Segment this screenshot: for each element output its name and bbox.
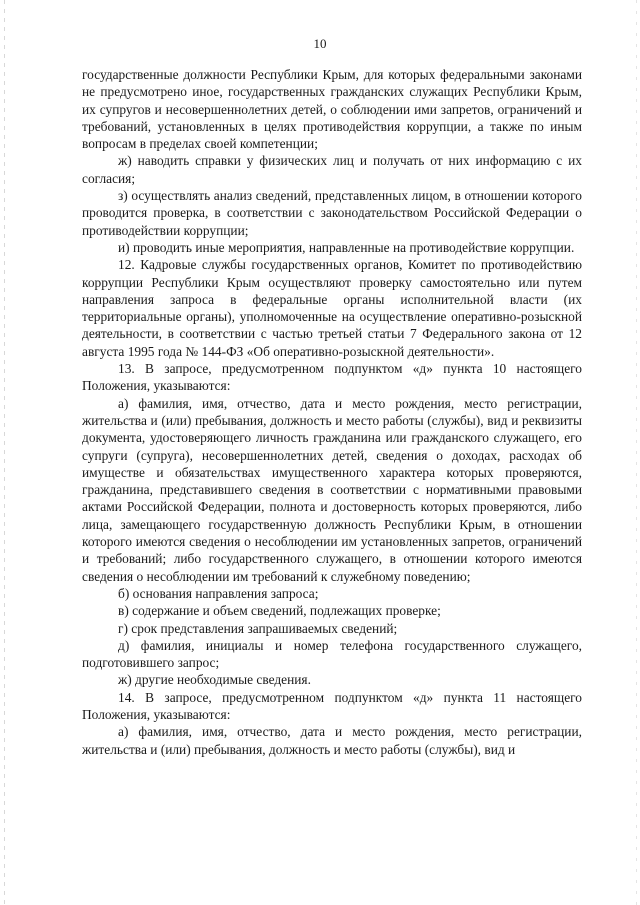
- paragraph: а) фамилия, имя, отчество, дата и место рождения, место регистрации, жительства и (или) пребывания, должность и место работы (службы), вид и: [82, 724, 582, 757]
- paragraph: 13. В запросе, предусмотренном подпунктом «д» пункта 10 настоящего Положения, указываются:: [82, 361, 582, 394]
- paragraph: з) осуществлять анализ сведений, представленных лицом, в отношении которого проводится проверка, в соответствии с законодательством Российской Федерации о противодействии коррупции;: [82, 188, 582, 238]
- scan-edge-right: [636, 0, 637, 905]
- paragraph: 14. В запросе, предусмотренном подпунктом «д» пункта 11 настоящего Положения, указываются:: [82, 689, 582, 722]
- document-body: [82, 66, 582, 758]
- paragraph: в) содержание и объем сведений, подлежащих проверке;: [118, 603, 441, 619]
- paragraph: а) фамилия, имя, отчество, дата и место рождения, место регистрации, жительства и (или) пребывания, должность и место работы (службы), вид и реквизиты документа, удостоверяющего личность гражданина или гражданского служащего, его супруги (супруга), несовершеннолетних детей, сведения о доходах, расходах об имуществе и обязательствах имущественного характера которых проверяются, гражданина, представившего сведения в соответствии с нормативными правовыми актами Российской Федерации, полнота и достоверность которых проверяются, либо лица, замещающего государственную должность Республики Крым, в отношении которого имеются сведения о несоблюдении им установленных запретов, ограничений и требований; либо государственного служащего, в отношении которого имеются сведения о несоблюдении им требований к служебному поведению;: [82, 395, 582, 584]
- paragraph: г) срок представления запрашиваемых сведений;: [118, 620, 398, 636]
- paragraph: 12. Кадровые службы государственных органов, Комитет по противодействию коррупции Республики Крым осуществляют проверку самостоятельно или путем направления запроса в федеральные органы исполнительной власти (их территориальные органы), уполномоченные на осуществление оперативно-розыскной деятельности, в соответствии с частью третьей статьи 7 Федерального закона от 12 августа 1995 года № 144-ФЗ «Об оперативно-розыскной деятельности».: [82, 257, 582, 359]
- paragraph: и) проводить иные мероприятия, направленные на противодействие коррупции.: [118, 239, 575, 255]
- paragraph: ж) другие необходимые сведения.: [118, 672, 311, 688]
- paragraph: б) основания направления запроса;: [118, 585, 319, 601]
- paragraph: ж) наводить справки у физических лиц и получать от них информацию с их согласия;: [82, 153, 582, 186]
- scan-edge-left: [4, 0, 5, 905]
- paragraph: государственные должности Республики Крым, для которых федеральными законами не предусмотрено иное, государственных гражданских служащих Республики Крым, их супругов и несовершеннолетних детей, о соблюдении ими запретов, ограничений и требований, установленных в целях противодействия коррупции, а также по иным вопросам в пределах своей компетенции;: [82, 67, 582, 152]
- page-number: 10: [313, 36, 327, 51]
- paragraph: д) фамилия, инициалы и номер телефона государственного служащего, подготовившего запрос;: [82, 637, 582, 671]
